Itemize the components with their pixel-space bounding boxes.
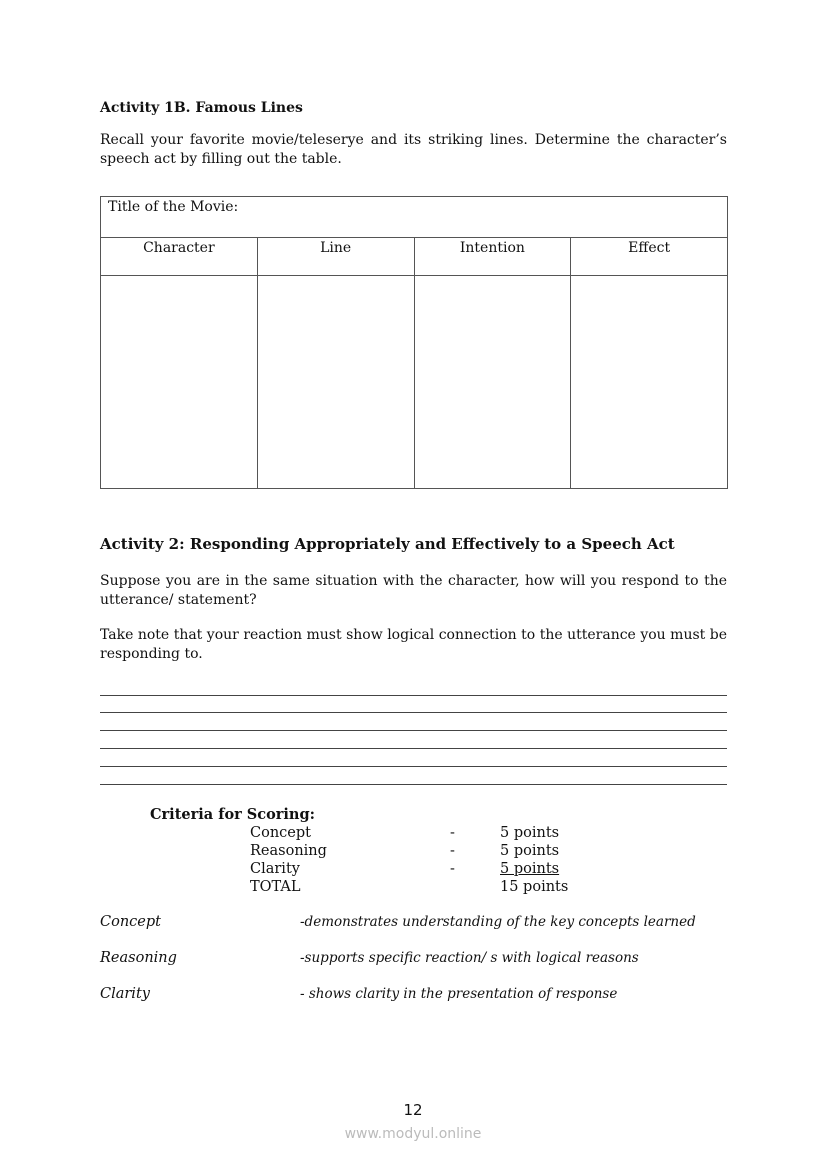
header-intention: Intention <box>414 238 571 276</box>
criterion-dash: - <box>450 825 455 841</box>
header-character: Character <box>101 238 258 276</box>
header-effect: Effect <box>571 238 728 276</box>
answer-line[interactable] <box>100 730 727 731</box>
answer-line[interactable] <box>100 695 727 696</box>
criterion-dash: - <box>450 861 455 877</box>
header-line: Line <box>257 238 414 276</box>
criterion-name: Concept <box>250 825 311 841</box>
activity-2-paragraph-1: Suppose you are in the same situation with the character, how will you respond to the utterance/ statement? <box>100 573 727 608</box>
criterion-points: 5 points <box>500 843 560 859</box>
criteria-heading: Criteria for Scoring: <box>150 806 315 823</box>
criterion-points: 5 points <box>500 861 560 877</box>
answer-line[interactable] <box>100 784 727 785</box>
activity-1b-title: Activity 1B. Famous Lines <box>100 100 303 116</box>
definition-term: Reasoning <box>100 950 177 966</box>
watermark: www.modyul.online <box>344 1126 482 1142</box>
definition-term: Clarity <box>100 986 150 1002</box>
definition-desc: - shows clarity in the presentation of response <box>300 986 618 1002</box>
activity-2-title: Activity 2: Responding Appropriately and Effectively to a Speech Act <box>100 535 675 553</box>
definition-desc: -supports specific reaction/ s with logical reasons <box>300 950 639 966</box>
answer-line[interactable] <box>100 766 727 767</box>
activity-1b-instructions: Recall your favorite movie/teleserye and its striking lines. Determine the character’s speech act by filling out the table. <box>100 132 727 167</box>
answer-line[interactable] <box>100 712 727 713</box>
criterion-name: Clarity <box>250 861 300 877</box>
definition-desc: -demonstrates understanding of the key concepts learned <box>300 914 696 930</box>
character-cell[interactable] <box>101 276 258 489</box>
line-cell[interactable] <box>257 276 414 489</box>
activity-2-paragraph-2: Take note that your reaction must show logical connection to the utterance you must be responding to. <box>100 627 727 662</box>
page-number: 12 <box>403 1101 423 1119</box>
famous-lines-table <box>100 196 728 489</box>
movie-title-cell[interactable]: Title of the Movie: <box>101 197 728 238</box>
intention-cell[interactable] <box>414 276 571 489</box>
criteria-row <box>250 824 569 896</box>
definition-term: Concept <box>100 914 161 930</box>
criterion-points: 5 points <box>500 825 560 841</box>
criterion-name: Reasoning <box>250 843 327 859</box>
criterion-name: TOTAL <box>250 879 301 895</box>
criterion-dash: - <box>450 843 455 859</box>
total-points: 15 points <box>500 879 569 895</box>
effect-cell[interactable] <box>571 276 728 489</box>
answer-line[interactable] <box>100 748 727 749</box>
